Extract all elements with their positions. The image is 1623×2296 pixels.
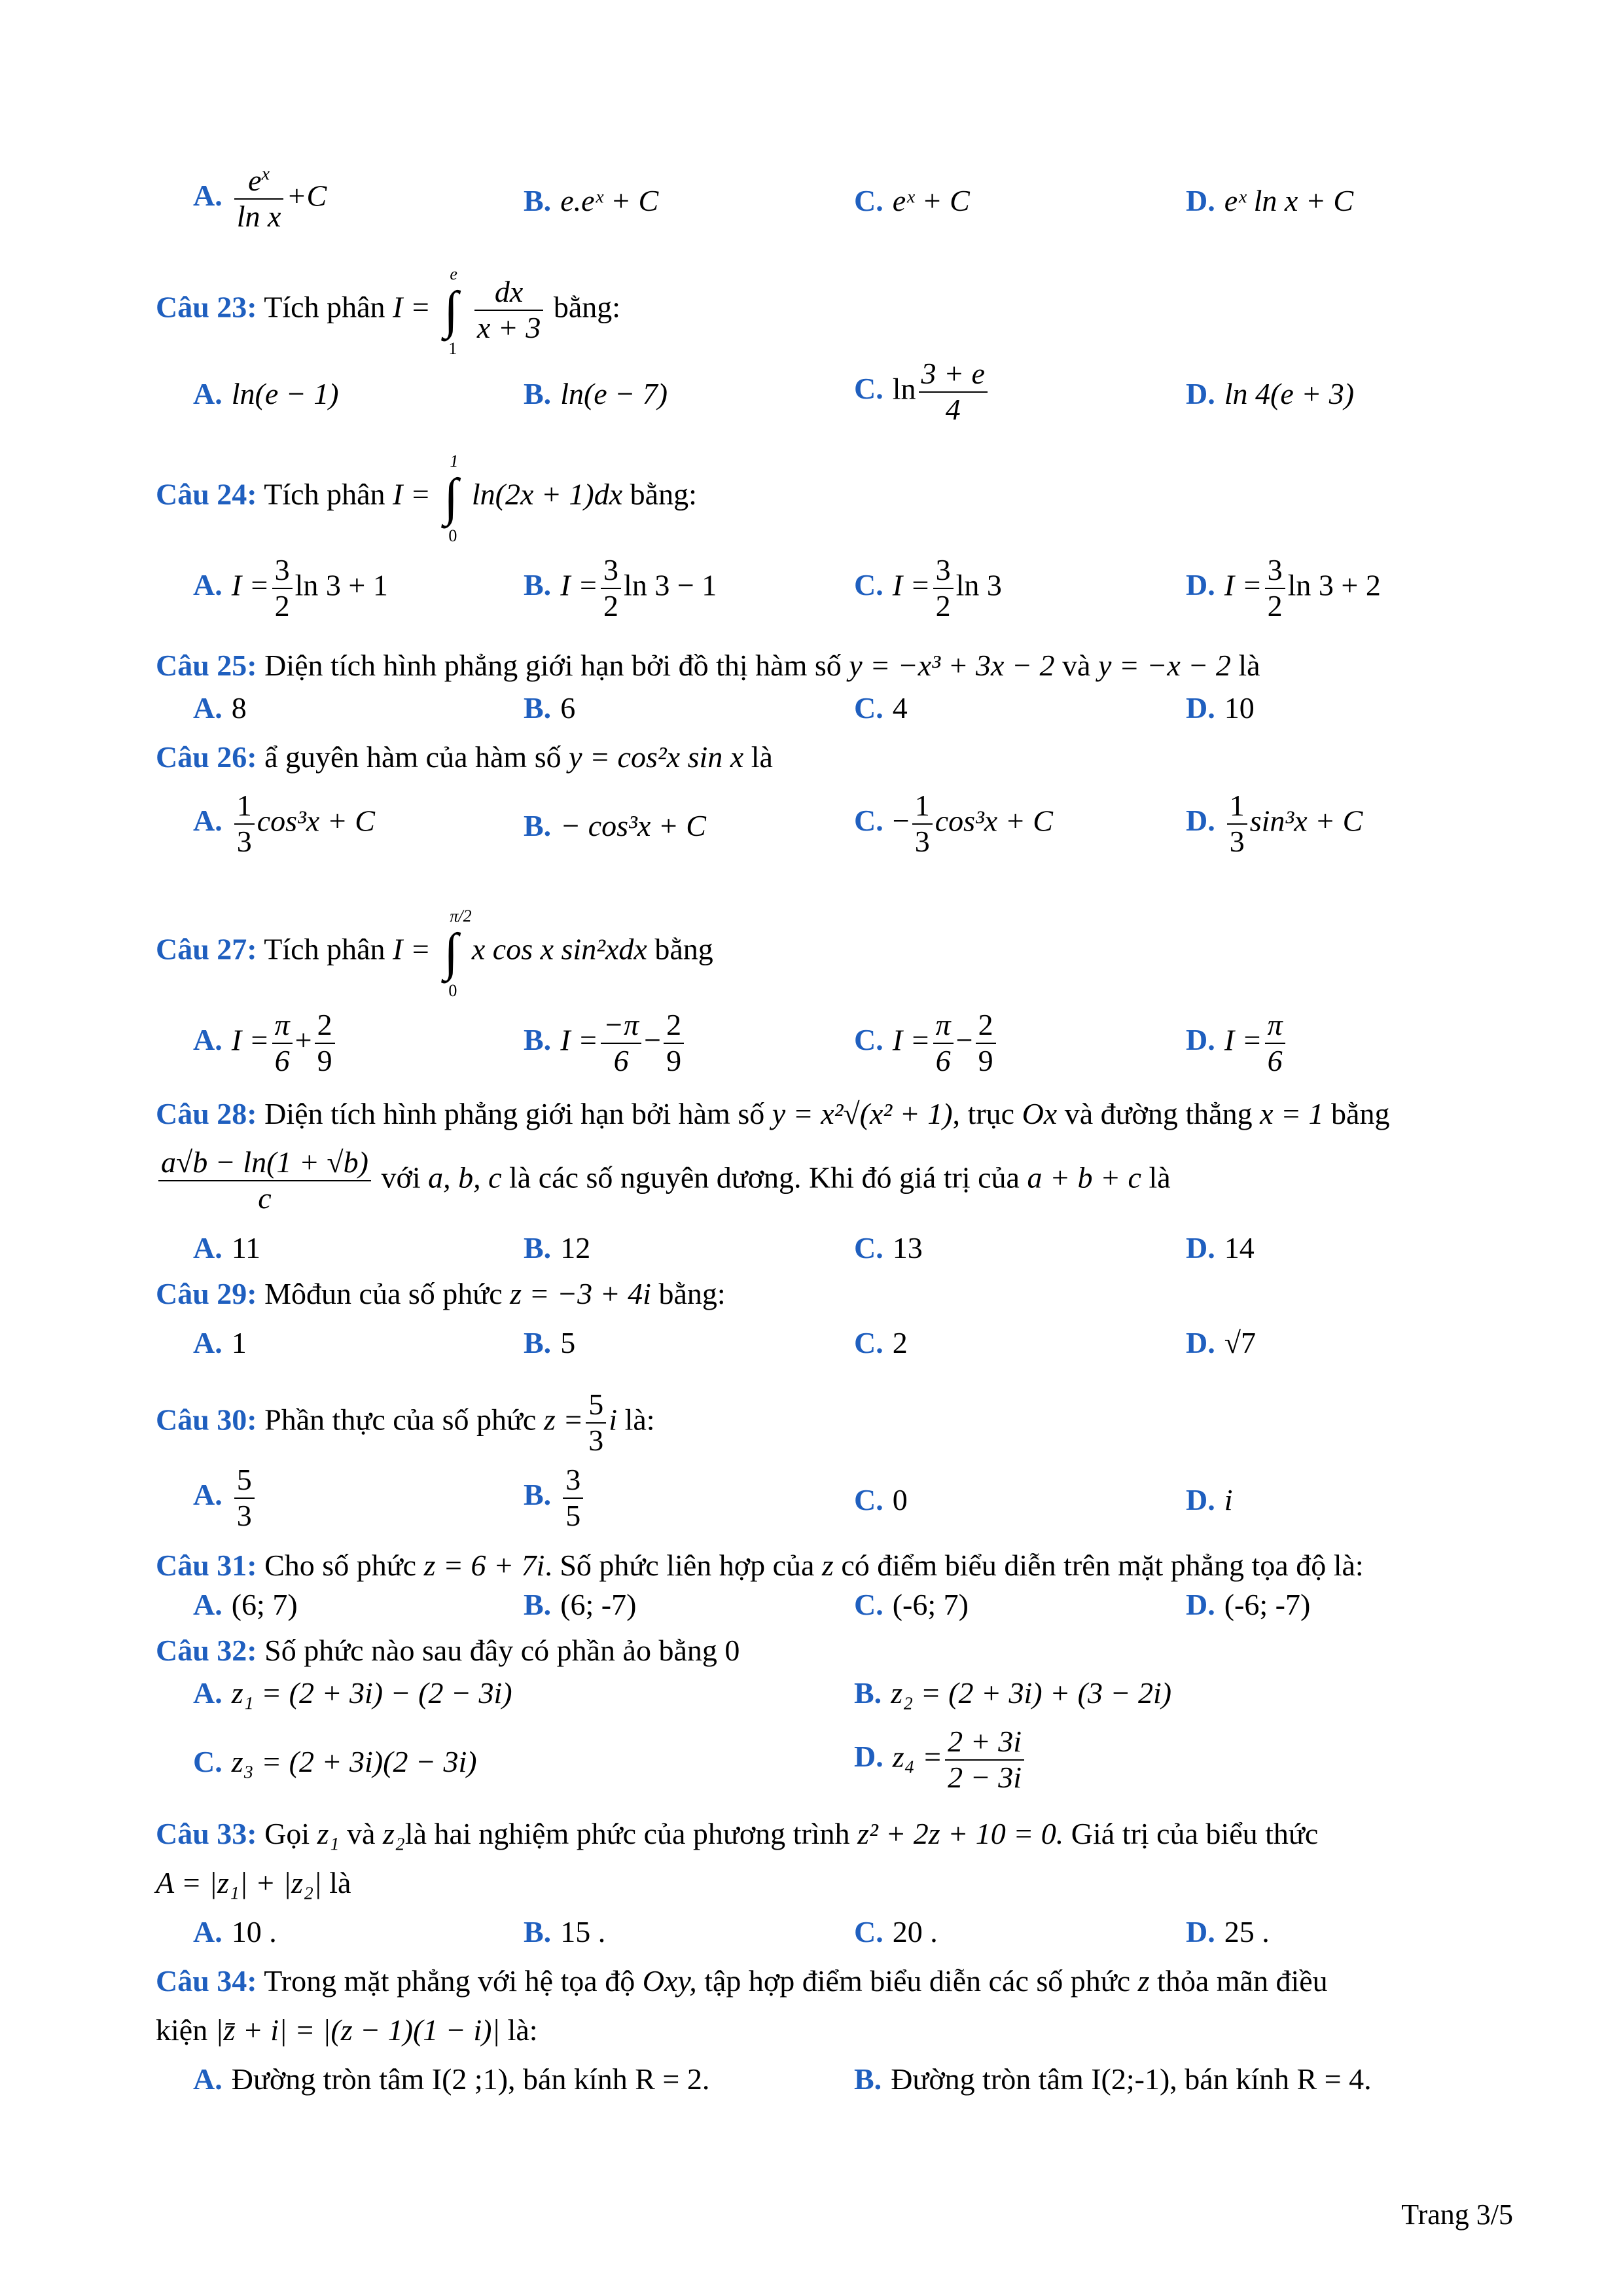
q26-option-c: C. − $\frac{1}{3}$ cos³x + C (854, 789, 1053, 858)
q32-option-d: D. z₄ = $\frac{2 + 3i}{2 - 3i}$ (854, 1725, 1027, 1795)
q31-option-c: C. (-6; 7) (854, 1588, 969, 1621)
q31-option-d: D. (-6; -7) (1186, 1588, 1311, 1621)
question-31: Câu 31: Cho số phức z = 6 + 7i. Số phức liên hợp của z có điểm biểu diễn trên mặt phẳng tọa độ là: (156, 1549, 1364, 1582)
q29-option-d: D. √7 (1186, 1326, 1256, 1359)
q32-option-b: B. z₂ = (2 + 3i) + (3 − 2i) (854, 1676, 1172, 1710)
question-30: Câu 30: Phần thực của số phức z = $\frac{5}{3}$ i là: (156, 1388, 655, 1457)
q30-option-a: A. $\frac{5}{3}$ (193, 1463, 257, 1534)
q28-option-b: B. 12 (524, 1231, 591, 1265)
q34-option-b: B. Đường tròn tâm I(2;-1), bán kính R = 4. (854, 2062, 1372, 2096)
question-33-line2: A = |z₁| + |z₂| là (156, 1866, 351, 1899)
q33-option-d: D. 25 . (1186, 1915, 1270, 1948)
question-33: Câu 33: Gọi z₁ và z₂là hai nghiệm phức của phương trình z² + 2z + 10 = 0. Giá trị của biểu thức (156, 1817, 1319, 1850)
q25-option-c: C. 4 (854, 691, 908, 725)
q26-option-a: A. $\frac{1}{3}$ cos³x + C (193, 789, 375, 858)
q25-option-a: A. 8 (193, 691, 247, 725)
q22-option-b: B. e.eˣ + C (524, 184, 659, 217)
q24-option-d: D. I = $\frac{3}{2}$ ln 3 + 2 (1186, 553, 1381, 622)
question-29: Câu 29: Môđun của số phức z = −3 + 4i bằng: (156, 1277, 726, 1310)
question-28-line2: $\frac{a√b - \ln(1 + √b)}{c}$ với a, b, c là các số nguyên dương. Khi đó giá trị của a + b + c là (156, 1145, 1171, 1216)
question-28: Câu 28: Diện tích hình phẳng giới hạn bởi hàm số y = x²√(x² + 1), trục Ox và đường thẳng x = 1 bằng (156, 1097, 1390, 1130)
q28-option-d: D. 14 (1186, 1231, 1255, 1265)
q30-option-d: D. i (1186, 1483, 1233, 1516)
q34-option-a: A. Đường tròn tâm I(2 ;1), bán kính R = 2. (193, 2062, 710, 2096)
q31-option-b: B. (6; -7) (524, 1588, 637, 1621)
q33-option-b: B. 15 . (524, 1915, 606, 1948)
q25-option-b: B. 6 (524, 691, 576, 725)
q23-option-d: D. ln 4(e + 3) (1186, 377, 1355, 410)
question-24: Câu 24: Tích phân I = 1 ∫ 0 ln(2x + 1)dx bằng: (156, 452, 697, 545)
q28-option-a: A. 11 (193, 1231, 261, 1265)
question-26: Câu 26: ẩ guyên hàm của hàm số y = cos²x sin x là (156, 740, 773, 774)
q24-option-c: C. I = $\frac{3}{2}$ ln 3 (854, 553, 1002, 622)
q24-option-a: A. I = $\frac{3}{2}$ ln 3 + 1 (193, 553, 388, 622)
question-34-line2: kiện |z̄ + i| = |(z − 1)(1 − i)| là: (156, 2013, 538, 2047)
q22-option-d: D. eˣ ln x + C (1186, 184, 1354, 217)
q22-option-a: A. $\frac{e^x}{\text{ln x}}$ +C (193, 164, 327, 233)
q33-option-a: A. 10 . (193, 1915, 277, 1948)
q29-option-c: C. 2 (854, 1326, 908, 1359)
page-number: Trang 3/5 (1401, 2198, 1513, 2231)
q27-option-b: B. I = $\frac{-\pi}{6}$ − $\frac{2}{9}$ (524, 1008, 687, 1079)
question-34: Câu 34: Trong mặt phẳng với hệ tọa độ Oxy, tập hợp điểm biểu diễn các số phức z thỏa mãn điều (156, 1964, 1328, 1998)
q23-option-c: C. ln $\frac{3 + e}{4}$ (854, 357, 990, 427)
q33-option-c: C. 20 . (854, 1915, 938, 1948)
q30-option-b: B. $\frac{3}{5}$ (524, 1463, 586, 1534)
q30-option-c: C. 0 (854, 1483, 908, 1516)
q28-option-c: C. 13 (854, 1231, 923, 1265)
question-25: Câu 25: Diện tích hình phẳng giới hạn bởi đồ thị hàm số y = −x³ + 3x − 2 và y = −x − 2 là (156, 649, 1260, 682)
q27-option-d: D. I = $\frac{\pi}{6}$ (1186, 1008, 1288, 1079)
q27-option-a: A. I = $\frac{\pi}{6}$ + $\frac{2}{9}$ (193, 1008, 338, 1079)
q26-option-b: B. − cos³x + C (524, 809, 706, 842)
q29-option-b: B. 5 (524, 1326, 576, 1359)
question-23: Câu 23: Tích phân I = e ∫ 1 $\frac{dx}{x + 3}$ bằng: (156, 264, 621, 358)
q32-option-a: A. z₁ = (2 + 3i) − (2 − 3i) (193, 1676, 512, 1710)
q25-option-d: D. 10 (1186, 691, 1255, 725)
q29-option-a: A. 1 (193, 1326, 247, 1359)
q23-option-b: B. ln(e − 7) (524, 377, 668, 410)
q27-option-c: C. I = $\frac{\pi}{6}$ − $\frac{2}{9}$ (854, 1008, 999, 1079)
q23-option-a: A. ln(e − 1) (193, 377, 339, 410)
question-32: Câu 32: Số phức nào sau đây có phần ảo bằng 0 (156, 1634, 740, 1667)
q24-option-b: B. I = $\frac{3}{2}$ ln 3 − 1 (524, 553, 717, 622)
q32-option-c: C. z₃ = (2 + 3i)(2 − 3i) (193, 1745, 477, 1778)
q31-option-a: A. (6; 7) (193, 1588, 298, 1621)
q22-option-c: C. eˣ + C (854, 184, 970, 217)
q26-option-d: D. $\frac{1}{3}$ sin³x + C (1186, 789, 1363, 858)
question-27: Câu 27: Tích phân I = π/2 ∫ 0 x cos x sin²xdx bằng (156, 906, 713, 1000)
